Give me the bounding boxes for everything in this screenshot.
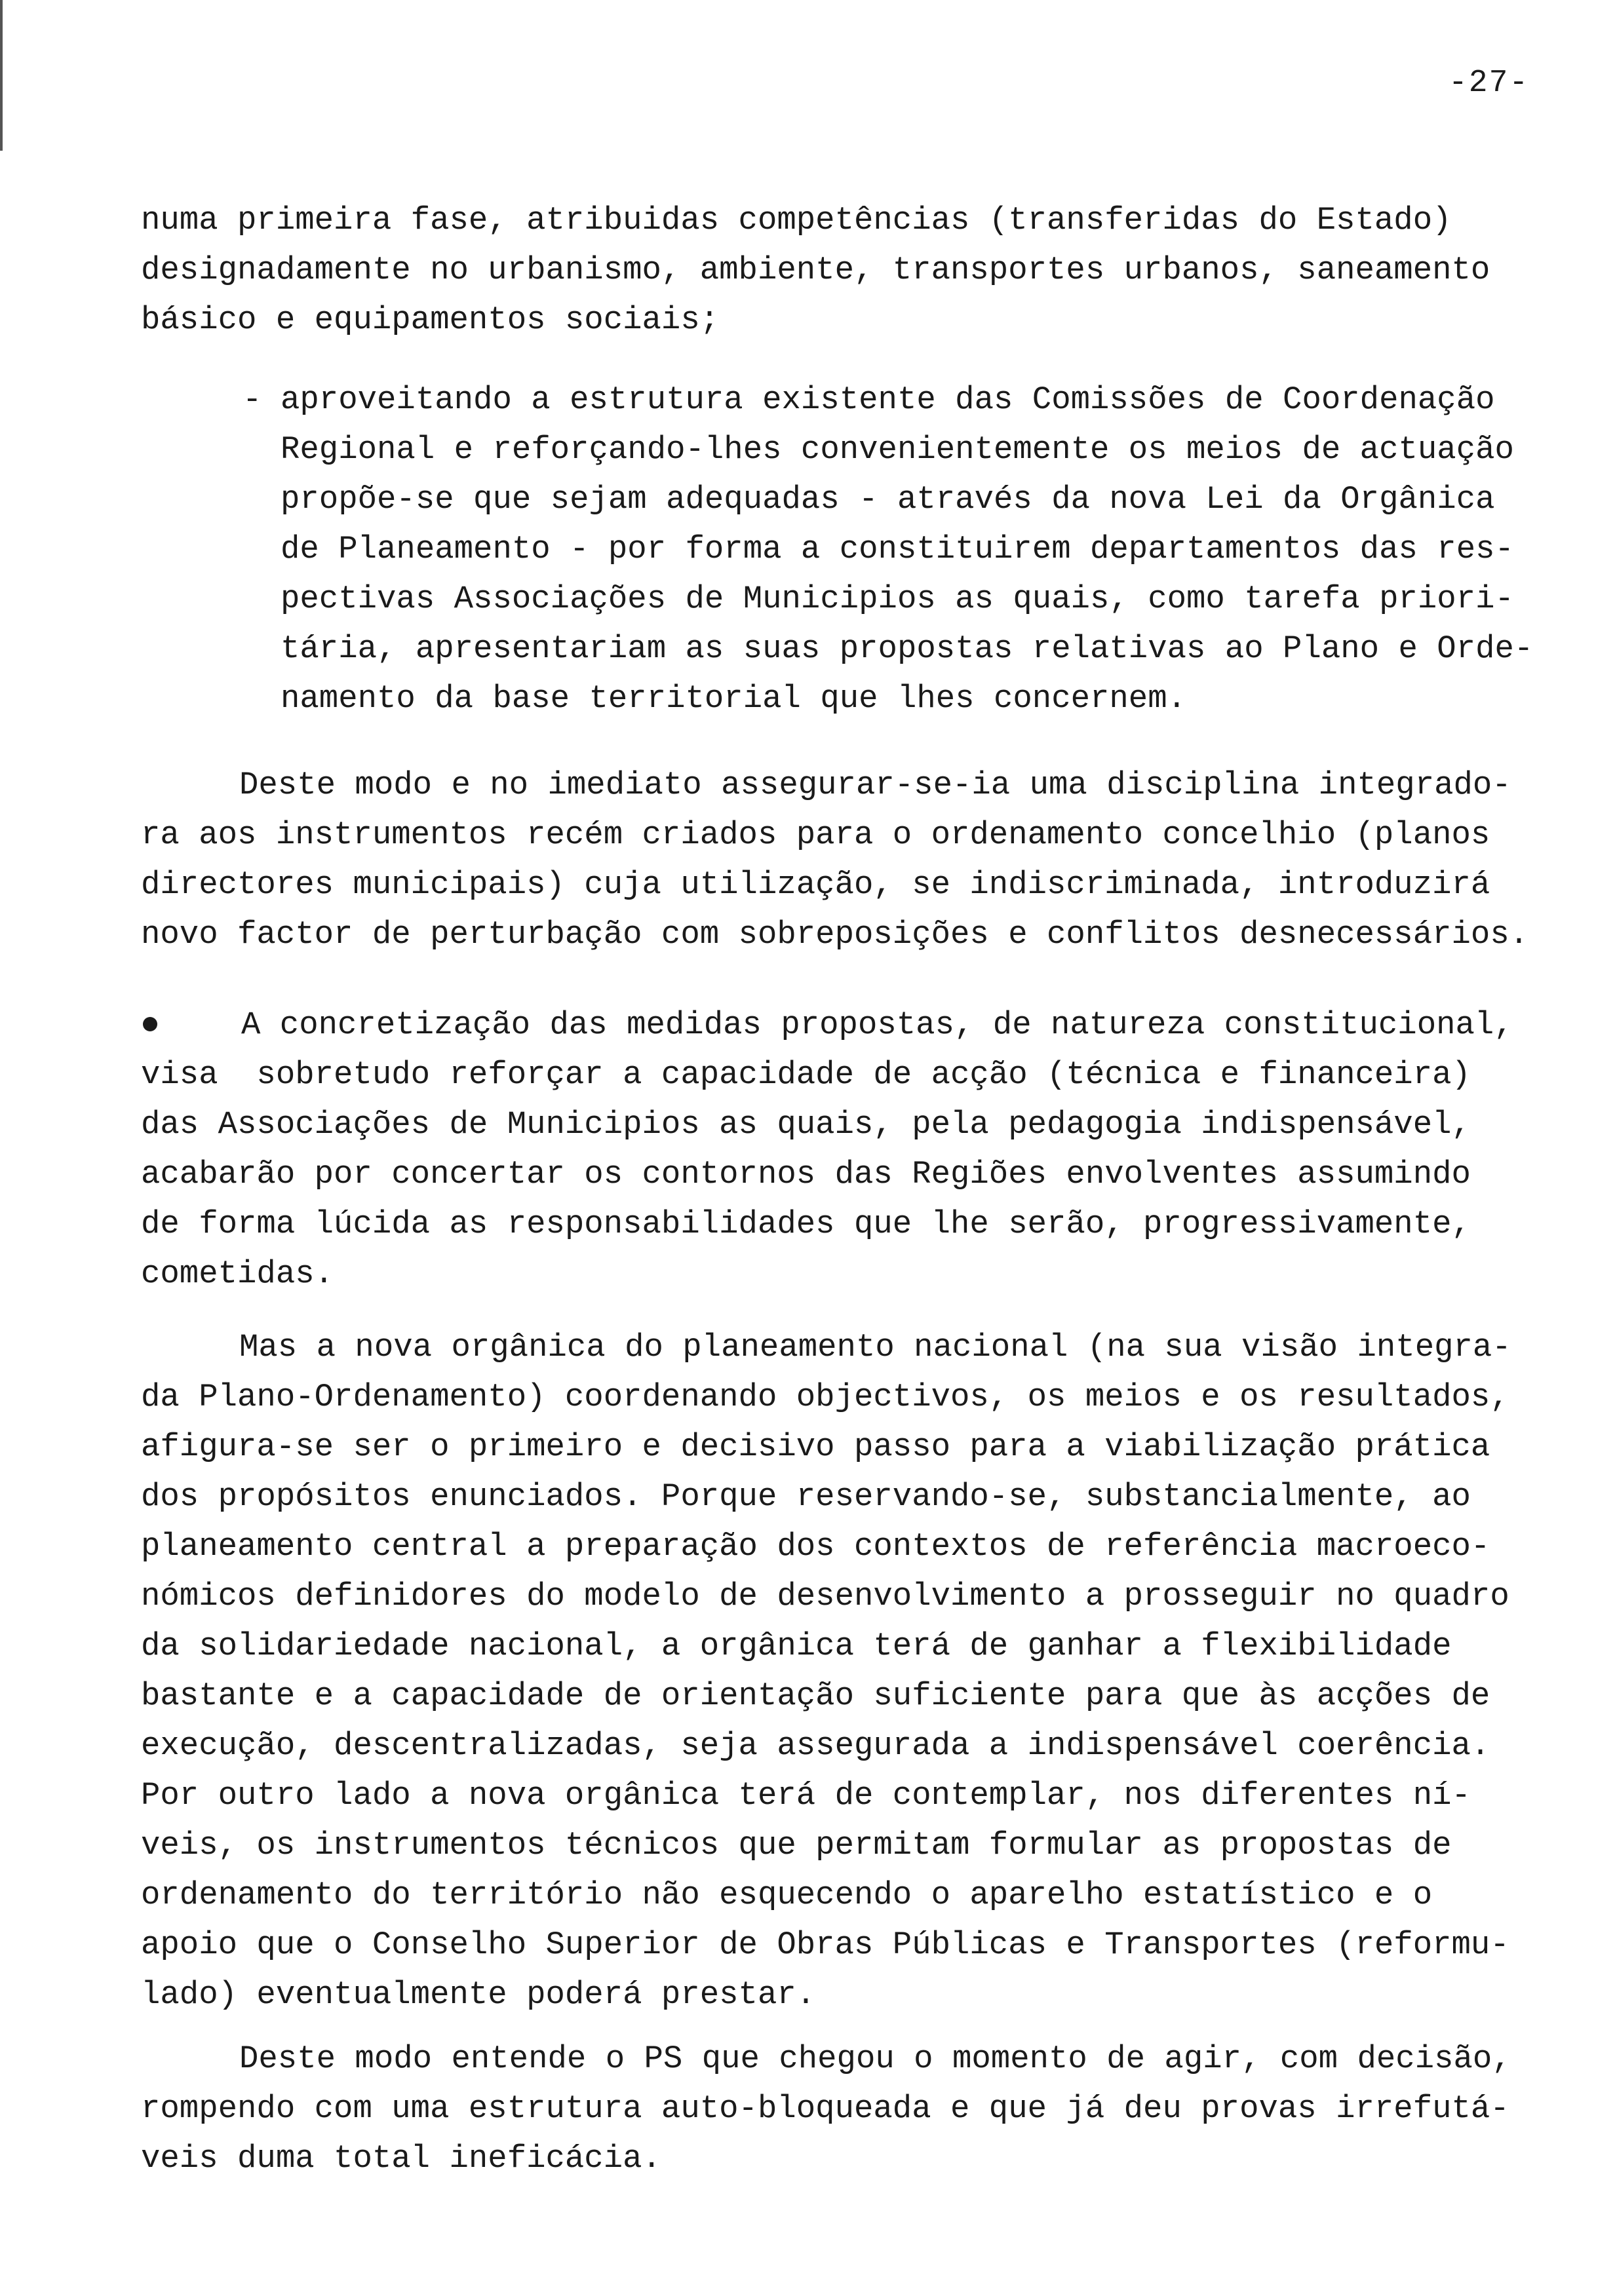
text-line: planeamento central a preparação dos contextos de referência macroeco- [141, 1528, 1490, 1565]
text-line: Por outro lado a nova orgânica terá de contemplar, nos diferentes ní- [141, 1777, 1471, 1814]
text-line: tária, apresentariam as suas propostas relativas ao Plano e Orde- [281, 630, 1534, 667]
text-line: da Plano-Ordenamento) coordenando objectivos, os meios e os resultados, [141, 1379, 1509, 1415]
bullet-icon [143, 1017, 157, 1031]
text-line: ra aos instrumentos recém criados para o ordenamento concelhio (planos [141, 816, 1490, 853]
text-line: visa sobretudo reforçar a capacidade de acção (técnica e financeira) [141, 1056, 1471, 1093]
list-dash: - [243, 381, 262, 418]
text-line: rompendo com uma estrutura auto-bloqueada e que já deu provas irrefutá- [141, 2090, 1509, 2127]
text-line: nómicos definidores do modelo de desenvolvimento a prosseguir no quadro [141, 1578, 1509, 1615]
text-line: A concretização das medidas propostas, de natureza constitucional, [241, 1006, 1513, 1043]
text-line: ordenamento do território não esquecendo o aparelho estatístico e o [141, 1877, 1433, 1913]
text-line: bastante e a capacidade de orientação suficiente para que às acções de [141, 1677, 1490, 1714]
text-line: Mas a nova orgânica do planeamento nacional (na sua visão integra- [239, 1329, 1511, 1366]
text-line: directores municipais) cuja utilização, se indiscriminada, introduzirá [141, 866, 1490, 903]
text-line: propõe-se que sejam adequadas - através da nova Lei da Orgânica [281, 481, 1495, 518]
text-line: veis duma total ineficácia. [141, 2140, 661, 2177]
text-line: designadamente no urbanismo, ambiente, transportes urbanos, saneamento [141, 252, 1490, 288]
text-line: acabarão por concertar os contornos das Regiões envolventes assumindo [141, 1156, 1471, 1193]
text-line: das Associações de Municipios as quais, pela pedagogia indispensável, [141, 1106, 1471, 1143]
text-line: aproveitando a estrutura existente das Comissões de Coordenação [281, 381, 1495, 418]
scan-edge-mark [0, 0, 3, 151]
text-line: novo factor de perturbação com sobreposições e conflitos desnecessários. [141, 916, 1529, 953]
text-line: da solidariedade nacional, a orgânica terá de ganhar a flexibilidade [141, 1628, 1452, 1664]
text-line: Regional e reforçando-lhes convenientemente os meios de actuação [281, 431, 1514, 468]
text-line: cometidas. [141, 1255, 334, 1292]
text-line: namento da base territorial que lhes concernem. [281, 680, 1187, 717]
text-line: veis, os instrumentos técnicos que permitam formular as propostas de [141, 1827, 1452, 1864]
text-line: apoio que o Conselho Superior de Obras Públicas e Transportes (reformu- [141, 1926, 1509, 1963]
text-line: Deste modo e no imediato assegurar-se-ia uma disciplina integrado- [239, 767, 1511, 803]
text-line: básico e equipamentos sociais; [141, 301, 720, 338]
page-number: -27- [1449, 66, 1530, 101]
text-line: dos propósitos enunciados. Porque reservando-se, substancialmente, ao [141, 1478, 1471, 1515]
text-line: de Planeamento - por forma a constituirem departamentos das res- [281, 531, 1514, 567]
text-line: Deste modo entende o PS que chegou o momento de agir, com decisão, [239, 2040, 1511, 2077]
text-line: de forma lúcida as responsabilidades que lhe serão, progressivamente, [141, 1206, 1471, 1242]
text-line: numa primeira fase, atribuidas competências (transferidas do Estado) [141, 202, 1452, 239]
text-line: lado) eventualmente poderá prestar. [141, 1976, 816, 2013]
text-line: afigura-se ser o primeiro e decisivo passo para a viabilização prática [141, 1428, 1490, 1465]
text-line: execução, descentralizadas, seja assegurada a indispensável coerência. [141, 1727, 1490, 1764]
text-line: pectivas Associações de Municipios as quais, como tarefa priori- [281, 581, 1514, 617]
